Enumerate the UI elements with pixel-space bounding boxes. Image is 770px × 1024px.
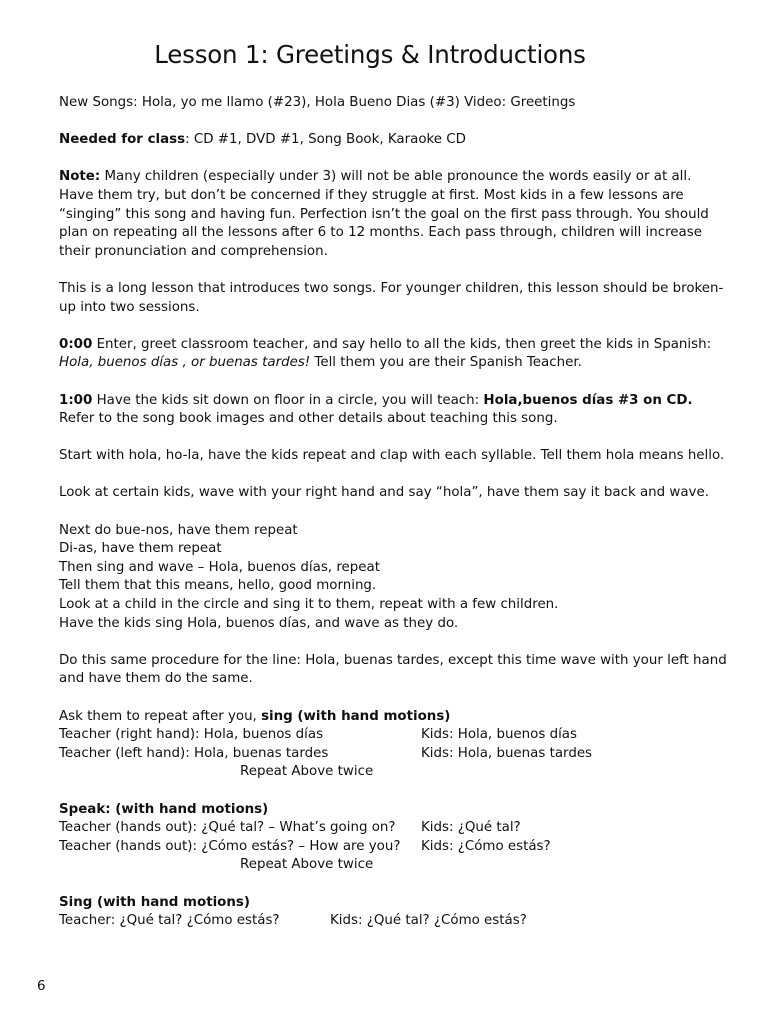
needed-text: : CD #1, DVD #1, Song Book, Karaoke CD — [185, 132, 466, 148]
sing-intro-text: Ask them to repeat after you, — [59, 708, 262, 724]
teacher-line: Teacher (hands out): ¿Cómo estás? – How are you? — [59, 838, 401, 854]
steps-line: Have the kids sing Hola, buenos días, and wave as they do. — [59, 615, 459, 631]
note-text: Many children (especially under 3) will not be able pronounce the words easily or at all. Have them try, but don’t be concerned if they struggle at first. Most kids in a few lessons are “singing” this song and having fun. Perfection isn’t the goal on the first pass through. You should plan on repeating all the lessons after 6 to 12 months. Each pass through, children will increase their pronunciation and comprehension. — [59, 169, 709, 259]
note-label: Note: — [59, 169, 101, 185]
steps-line: Di-as, have them repeat — [59, 541, 222, 557]
step-1-text-b: Refer to the song book images and other details about teaching this song. — [59, 411, 558, 427]
kids-line: Kids: Hola, buenas tardes — [421, 745, 593, 761]
sing-intro — [59, 708, 727, 727]
kids-line: Kids: ¿Qué tal? ¿Cómo estás? — [330, 913, 527, 929]
sing-row — [59, 726, 727, 745]
lesson-body — [59, 94, 727, 931]
step-0-time: 0:00 — [59, 336, 93, 352]
page-number: 6 — [37, 979, 46, 994]
teacher-line: Teacher (left hand): Hola, buenas tardes — [59, 745, 329, 761]
step-1-time: 1:00 — [59, 392, 93, 408]
step-0-paragraph — [59, 336, 727, 373]
needed-for-class — [59, 131, 727, 150]
new-songs-line: New Songs: Hola, yo me llamo (#23), Hola Bueno Dias (#3) Video: Greetings — [59, 95, 576, 110]
speak-heading — [59, 801, 727, 820]
step-1-song: Hola,buenos días #3 on CD. — [483, 392, 693, 408]
kids-line: Kids: ¿Cómo estás? — [421, 838, 551, 854]
needed-label: Needed for class — [59, 132, 186, 148]
step-0-greeting: Hola, buenos días , or buenas tardes! — [59, 355, 311, 371]
note-paragraph — [59, 168, 727, 261]
long-lesson-paragraph: This is a long lesson that introduces two songs. For younger children, this lesson should be broken-up into two sessions. — [59, 280, 724, 315]
sing2-row — [59, 912, 727, 931]
sing-row — [59, 745, 727, 764]
teacher-line: Teacher: ¿Qué tal? ¿Cómo estás? — [59, 913, 280, 929]
teacher-line: Teacher (right hand): Hola, buenos días — [59, 727, 324, 743]
steps-line: Tell them that this means, hello, good morning. — [59, 578, 377, 594]
sing2-heading — [59, 894, 727, 913]
look-kids-paragraph: Look at certain kids, wave with your right hand and say “hola”, have them say it back and wave. — [59, 485, 709, 501]
kids-line: Kids: Hola, buenos días — [421, 727, 577, 743]
kids-line: Kids: ¿Qué tal? — [421, 820, 521, 836]
sing2-section — [59, 894, 727, 931]
speak-section — [59, 801, 727, 875]
sing-intro-bold: sing (with hand motions) — [261, 708, 451, 724]
speak-row — [59, 838, 727, 857]
steps-list — [59, 522, 727, 634]
sing2-heading-text: Sing (with hand motions) — [59, 894, 251, 910]
sing-section — [59, 708, 727, 782]
repeat-note: Repeat Above twice — [240, 857, 374, 873]
speak-heading-text: Speak: (with hand motions) — [59, 801, 269, 817]
teacher-line: Teacher (hands out): ¿Qué tal? – What’s going on? — [59, 820, 396, 836]
step-0-text-b: Tell them you are their Spanish Teacher. — [310, 355, 582, 371]
speak-row — [59, 819, 727, 838]
step-1-text-a: Have the kids sit down on floor in a circle, you will teach: — [92, 392, 484, 408]
repeat-note: Repeat Above twice — [240, 764, 374, 780]
step-0-text-a: Enter, greet classroom teacher, and say hello to all the kids, then greet the kids in Spanish: — [92, 336, 712, 352]
start-hola-paragraph: Start with hola, ho-la, have the kids repeat and clap with each syllable. Tell them hola means hello. — [59, 448, 725, 464]
step-1-paragraph — [59, 392, 727, 429]
steps-line: Next do bue-nos, have them repeat — [59, 522, 298, 538]
page-title: Lesson 1: Greetings & Introductions — [154, 40, 586, 69]
steps-line: Then sing and wave – Hola, buenos días, repeat — [59, 559, 380, 575]
steps-line: Look at a child in the circle and sing it to them, repeat with a few children. — [59, 597, 559, 613]
same-procedure-paragraph: Do this same procedure for the line: Hola, buenas tardes, except this time wave with your left hand and have them do the same. — [59, 652, 727, 687]
